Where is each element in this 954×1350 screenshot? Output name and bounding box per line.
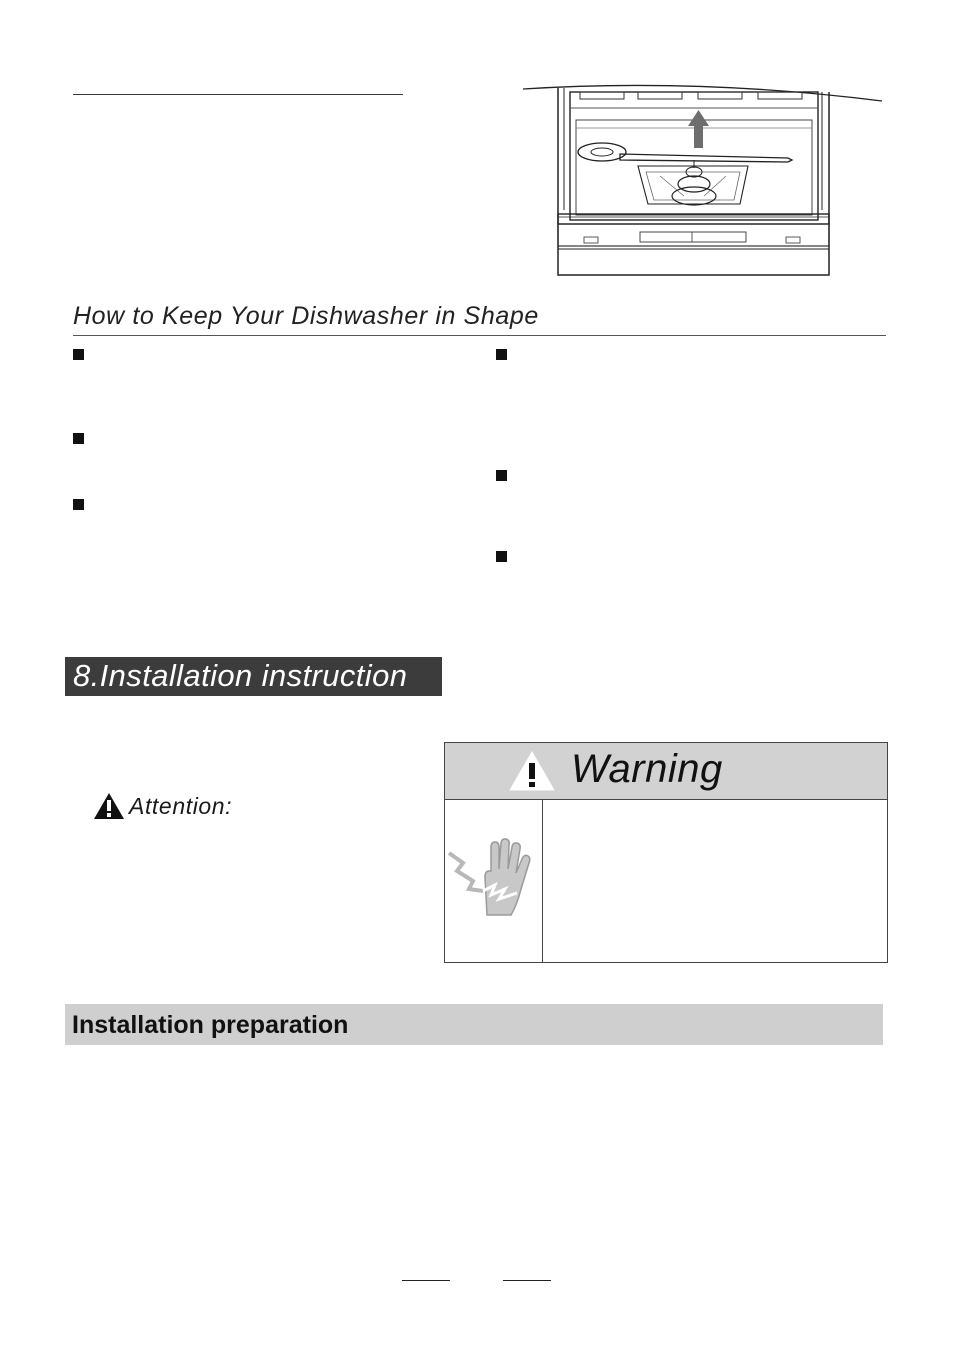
installation-preparation-heading: Installation preparation (65, 1004, 883, 1045)
warning-divider (542, 800, 543, 962)
section-title-underline (73, 335, 886, 336)
dishwasher-illustration (520, 80, 885, 280)
bullet-marker (73, 499, 84, 510)
top-rule (73, 94, 403, 95)
attention-text: Attention: (129, 792, 233, 819)
bullet-marker (496, 551, 507, 562)
page-number-line (503, 1280, 551, 1281)
bullet-marker (496, 349, 507, 360)
installation-heading: 8.Installation instruction (65, 657, 442, 696)
bullet-marker (73, 349, 84, 360)
bullet-marker (73, 433, 84, 444)
warning-triangle-icon (93, 792, 125, 820)
warning-header (445, 743, 887, 800)
exclamation-triangle-icon (509, 751, 555, 791)
section-title: How to Keep Your Dishwasher in Shape (73, 302, 539, 330)
attention-label (93, 790, 232, 822)
electric-shock-hand-icon (447, 833, 539, 925)
warning-box (444, 742, 888, 963)
bullet-marker (496, 470, 507, 481)
warning-title: Warning (571, 747, 723, 791)
page-number-line (402, 1280, 450, 1281)
